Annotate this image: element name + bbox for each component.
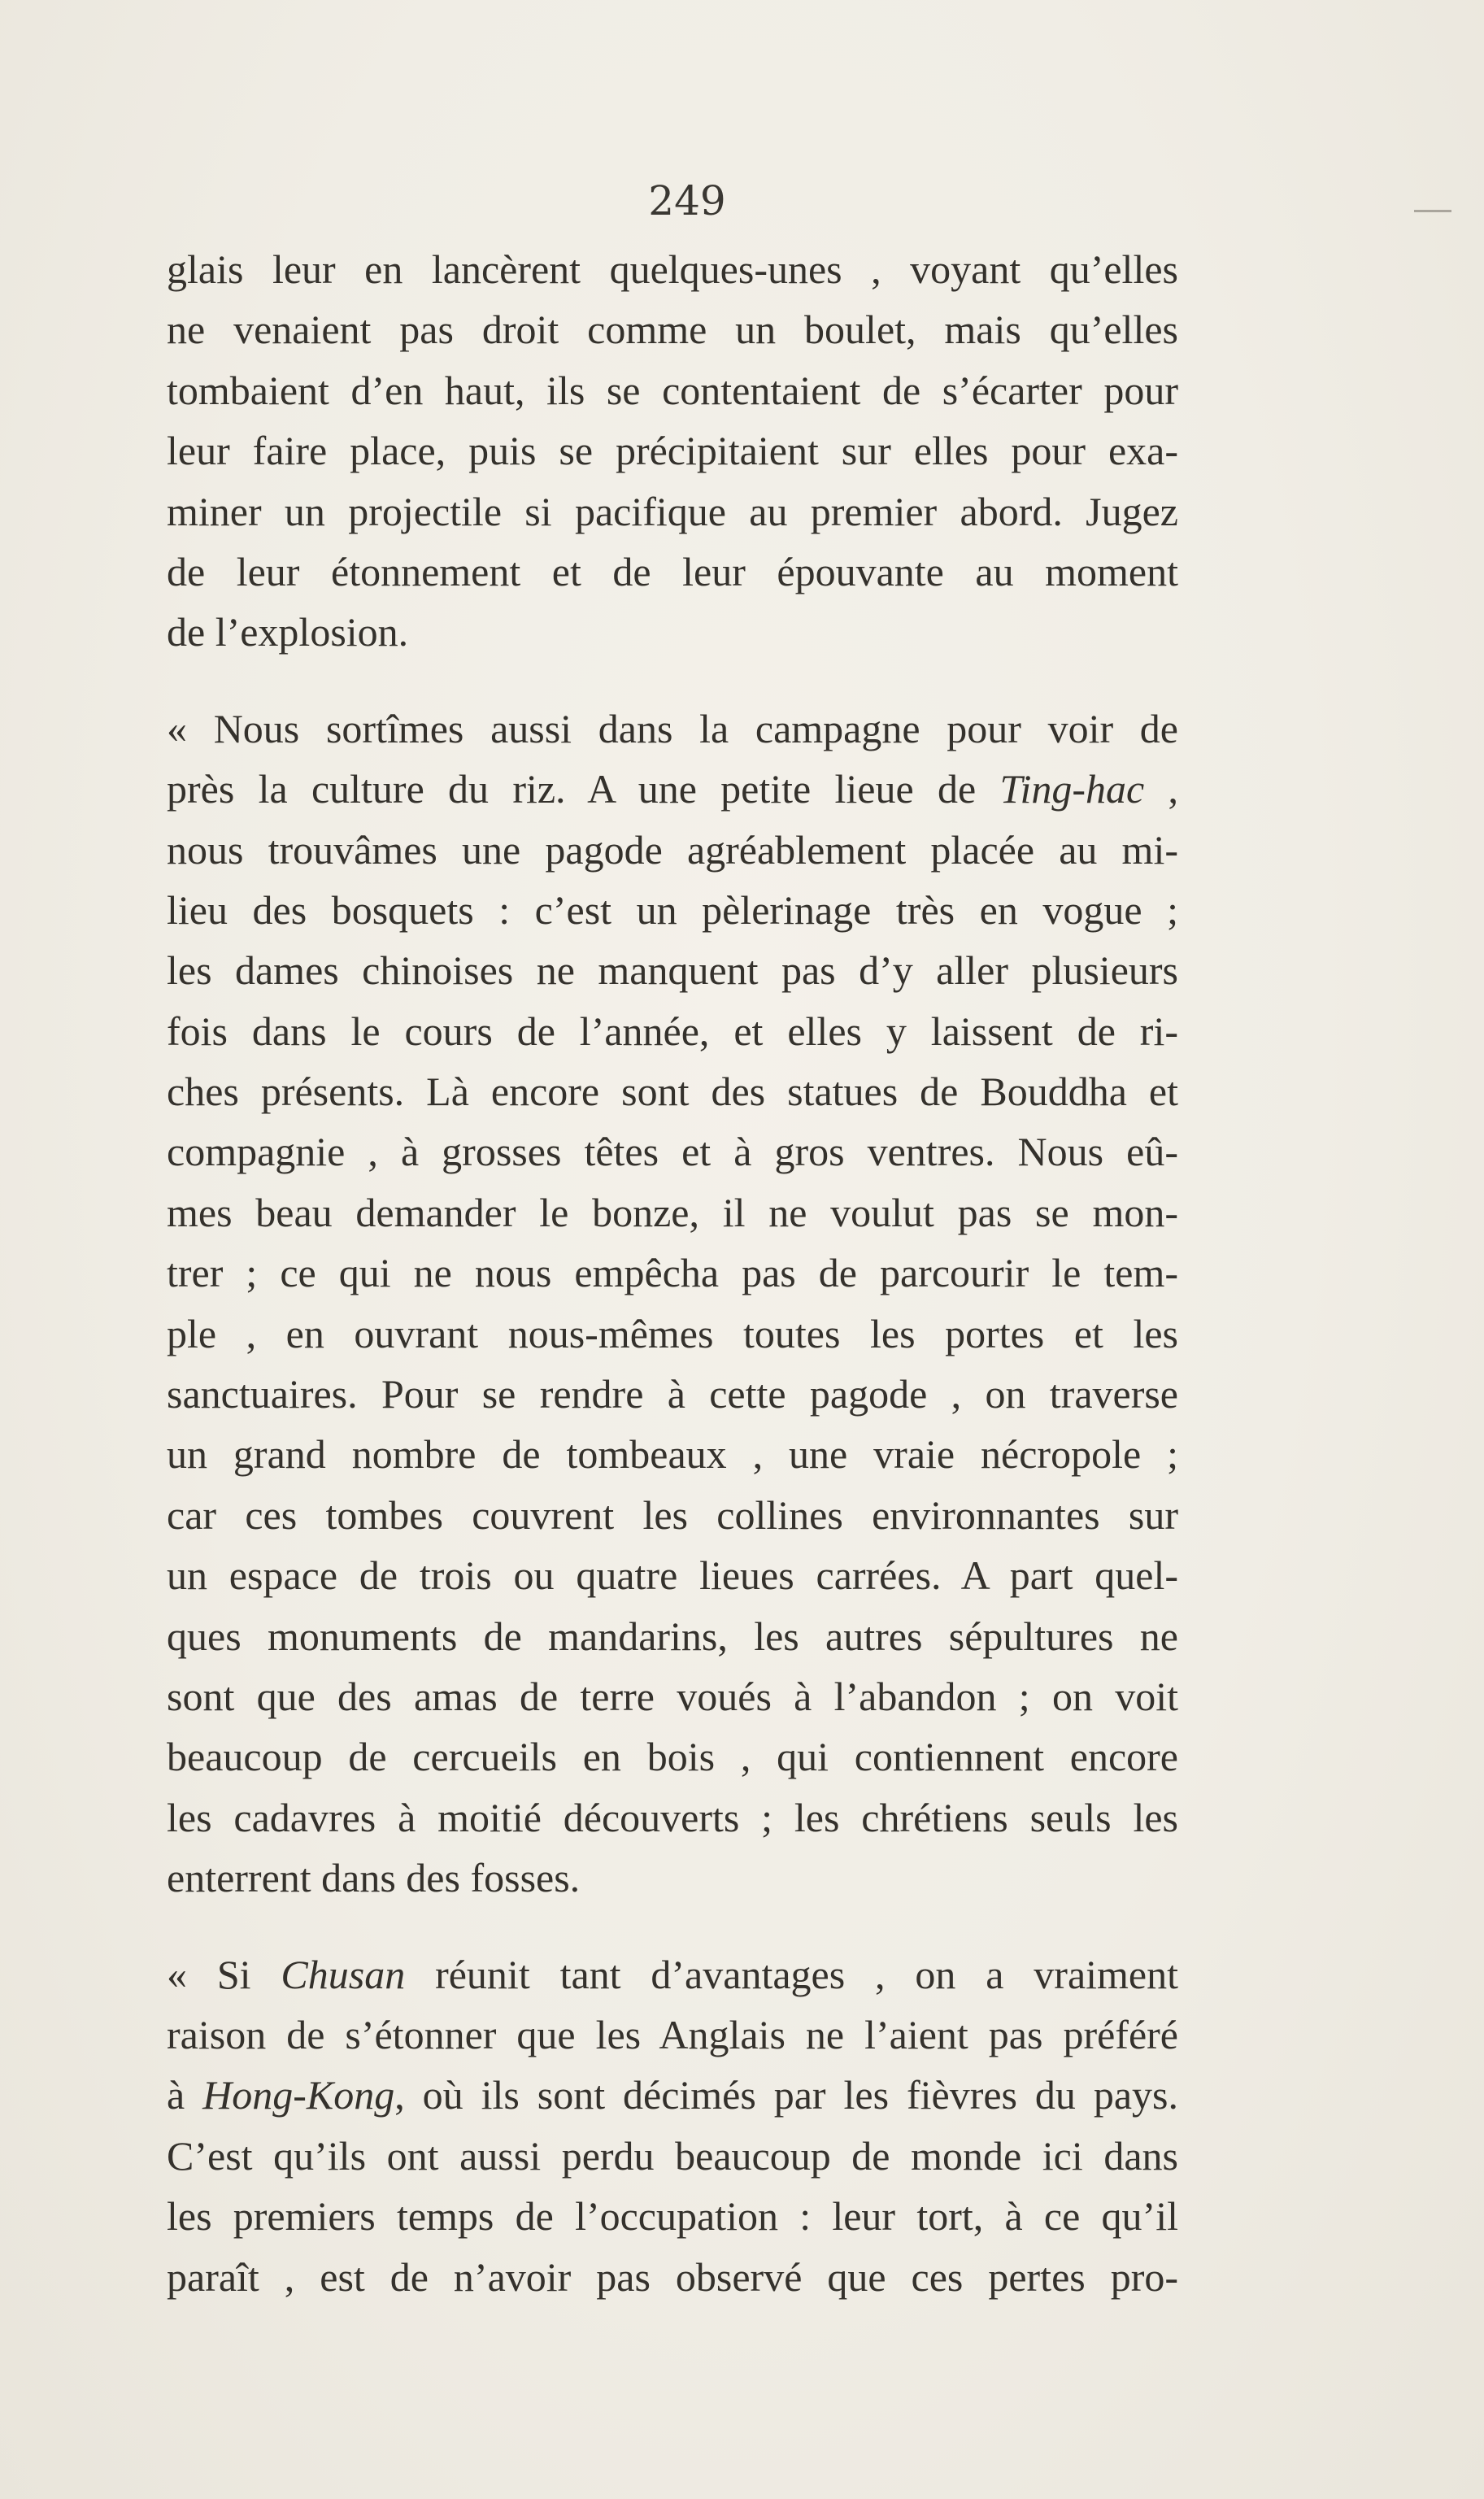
text-run: « Si	[167, 1951, 281, 1997]
text-line: ple , en ouvrant nous-mêmes toutes les portes et les	[167, 1310, 1178, 1356]
text-line: car ces tombes couvrent les collines environnantes sur	[167, 1491, 1178, 1538]
text-line: glais leur en lancèrent quelques-unes , voyant qu’elles	[167, 246, 1178, 292]
text-line: compagnie , à grosses têtes et à gros ventres. Nous eû-	[167, 1129, 1178, 1175]
text-line: de leur étonnement et de leur épouvante au moment	[167, 548, 1178, 594]
text-line: C’est qu’ils ont aussi perdu beaucoup de monde ici dans	[167, 2132, 1178, 2179]
paragraph-gap	[167, 1909, 1178, 1944]
text-line: enterrent dans des fosses.	[167, 1855, 581, 1901]
text-line: les premiers temps de l’occupation : leur tort, à ce qu’il	[167, 2193, 1178, 2240]
text-line: un espace de trois ou quatre lieues carrées. A part quel-	[167, 1552, 1178, 1599]
margin-mark	[1414, 210, 1451, 212]
text-line: beaucoup de cercueils en bois , qui contiennent encore	[167, 1734, 1178, 1780]
text-line: miner un projectile si pacifique au premier abord. Jugez	[167, 488, 1178, 534]
text-line: les cadavres à moitié découverts ; les chrétiens seuls les	[167, 1794, 1178, 1840]
body-text	[167, 239, 1178, 2307]
page-number: 249	[648, 177, 726, 224]
text-run: près la culture du riz. A une petite lieue de	[167, 766, 1000, 812]
text-line: sanctuaires. Pour se rendre à cette pagode , on traverse	[167, 1371, 1178, 1417]
text-line: un grand nombre de tombeaux , une vraie nécropole ;	[167, 1431, 1178, 1478]
text-line: mes beau demander le bonze, il ne voulut pas se mon-	[167, 1189, 1178, 1235]
paragraph-gap	[167, 663, 1178, 699]
text-line	[167, 1944, 1178, 2005]
text-line: fois dans le cours de l’année, et elles y laissent de ri-	[167, 1008, 1178, 1054]
text-line	[167, 759, 1178, 819]
text-line: leur faire place, puis se précipitaient sur elles pour exa-	[167, 428, 1178, 474]
text-line: lieu des bosquets : c’est un pèlerinage très en vogue ;	[167, 886, 1178, 933]
text-line: nous trouvâmes une pagode agréablement placée au mi-	[167, 826, 1178, 873]
text-line: « Nous sortîmes aussi dans la campagne pour voir de	[167, 705, 1178, 751]
text-line: ches présents. Là encore sont des statues de Bouddha et	[167, 1069, 1178, 1115]
text-run: ,	[1144, 766, 1179, 812]
paragraph-2	[167, 699, 1178, 1909]
text-line: sont que des amas de terre voués à l’abandon ; on voit	[167, 1673, 1178, 1719]
text-line: ne venaient pas droit comme un boulet, mais qu’elles	[167, 307, 1178, 353]
text-run: , où ils sont décimés par les fièvres du pays.	[394, 2072, 1178, 2118]
text-line: ques monuments de mandarins, les autres sépultures ne	[167, 1613, 1178, 1659]
text-line	[167, 2065, 1178, 2125]
text-run: à	[167, 2072, 203, 2118]
text-line: les dames chinoises ne manquent pas d’y aller plusieurs	[167, 947, 1178, 994]
text-line: paraît , est de n’avoir pas observé que ces pertes pro-	[167, 2253, 1178, 2300]
place-name-chusan: Chusan	[281, 1951, 406, 1997]
text-line: trer ; ce qui ne nous empêcha pas de parcourir le tem-	[167, 1250, 1178, 1296]
place-name-hong-kong: Hong-Kong	[202, 2072, 395, 2118]
text-line: raison de s’étonner que les Anglais ne l’aient pas préféré	[167, 2011, 1178, 2057]
paragraph-1	[167, 239, 1178, 663]
text-run: réunit tant d’avantages , on a vraiment	[405, 1951, 1178, 1997]
text-line: tombaient d’en haut, ils se contentaient de s’écarter pour	[167, 367, 1178, 413]
place-name-ting-hac: Ting-hac	[999, 766, 1145, 812]
paragraph-3	[167, 1944, 1178, 2307]
text-line: de l’explosion.	[167, 609, 409, 655]
